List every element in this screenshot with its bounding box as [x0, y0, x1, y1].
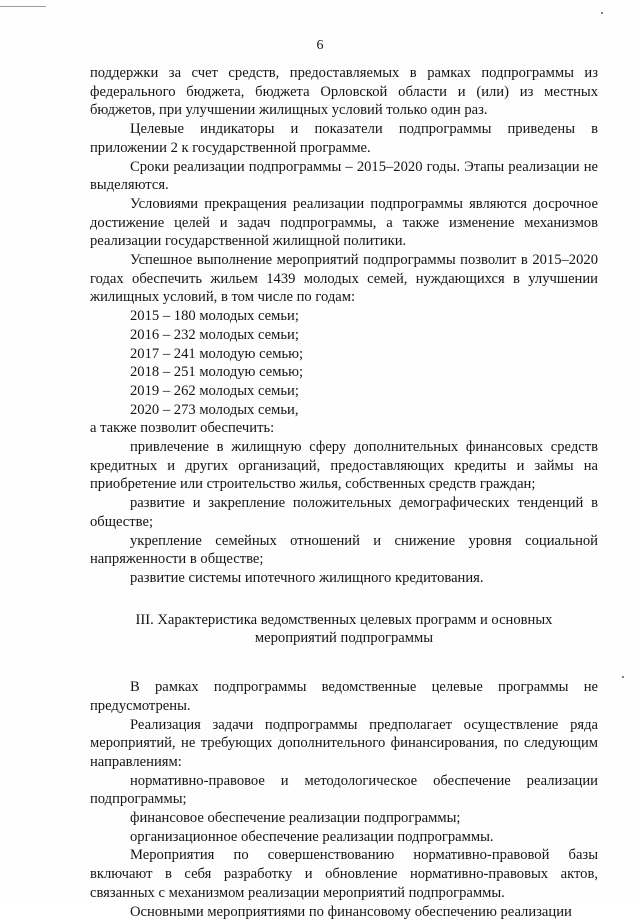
paragraph: поддержки за счет средств, предоставляемых в рамках подпрограммы из федерального бюджета, бюджета Орловской области и (или) из местных бюджетов, при улучшении жилищных условий только один раз.	[90, 65, 598, 119]
section-heading-line: III. Характеристика ведомственных целевых программ и основных	[135, 611, 553, 628]
year-item: 2020 – 273 молодых семьи,	[130, 401, 299, 418]
scan-speck	[601, 12, 603, 14]
list-item: нормативно-правовое и методологическое обеспечение реализации подпрограммы;	[90, 772, 598, 808]
body-text	[90, 64, 598, 921]
also-line: а также позволит обеспечить:	[90, 420, 275, 437]
paragraph: Основными мероприятиями по финансовому обеспечению реализации	[130, 903, 572, 920]
list-item: развитие и закрепление положительных демографических тенденций в обществе;	[90, 495, 598, 530]
year-item: 2015 – 180 молодых семьи;	[130, 308, 299, 325]
paragraph: Целевые индикаторы и показатели подпрограммы приведены в приложении 2 к государственной программе.	[90, 121, 598, 156]
list-item: развитие системы ипотечного жилищного кредитования.	[130, 569, 484, 586]
list-item: привлечение в жилищную сферу дополнительных финансовых средств кредитных и других организаций, предоставляющих кредиты и займы на приобретение или строительство жилья, собственных средств граждан;	[90, 439, 598, 493]
list-item: организационное обеспечение реализации подпрограммы.	[130, 828, 494, 845]
paragraph: Условиями прекращения реализации подпрограммы являются досрочное достижение целей и задач подпрограммы, а также изменение механизмов реализации государственной жилищной политики.	[90, 195, 598, 250]
paragraph: Мероприятия по совершенствованию нормативно-правовой базы включают в себя разработку и обновление нормативно-правовых актов, связанных с механизмом реализации мероприятий подпрограммы.	[90, 847, 598, 901]
year-item: 2019 – 262 молодых семьи;	[130, 382, 299, 399]
paragraph: Сроки реализации подпрограммы – 2015–2020 годы. Этапы реализации не выделяются.	[90, 158, 598, 194]
paragraph: Успешное выполнение мероприятий подпрограммы позволит в 2015–2020 годах обеспечить жильем 1439 молодых семей, нуждающихся в улучшении жилищных условий, в том числе по годам:	[90, 252, 598, 306]
year-item: 2016 – 232 молодых семьи;	[130, 326, 299, 343]
scan-speck	[622, 676, 624, 678]
list-item: укрепление семейных отношений и снижение уровня социальной напряженности в обществе;	[90, 532, 598, 568]
paragraph: Реализация задачи подпрограммы предполагает осуществление ряда мероприятий, не требующих дополнительного финансирования, по следующим направлениям:	[90, 716, 598, 770]
paragraph: В рамках подпрограммы ведомственные целевые программы не предусмотрены.	[90, 679, 598, 714]
section-heading-line: мероприятий подпрограммы	[254, 630, 434, 647]
page-number: 6	[316, 38, 324, 53]
year-item: 2017 – 241 молодую семью;	[130, 345, 304, 362]
top-edge-line	[0, 6, 46, 7]
year-item: 2018 – 251 молодую семью;	[130, 364, 304, 381]
list-item: финансовое обеспечение реализации подпрограммы;	[130, 810, 461, 827]
section-heading	[90, 611, 598, 648]
